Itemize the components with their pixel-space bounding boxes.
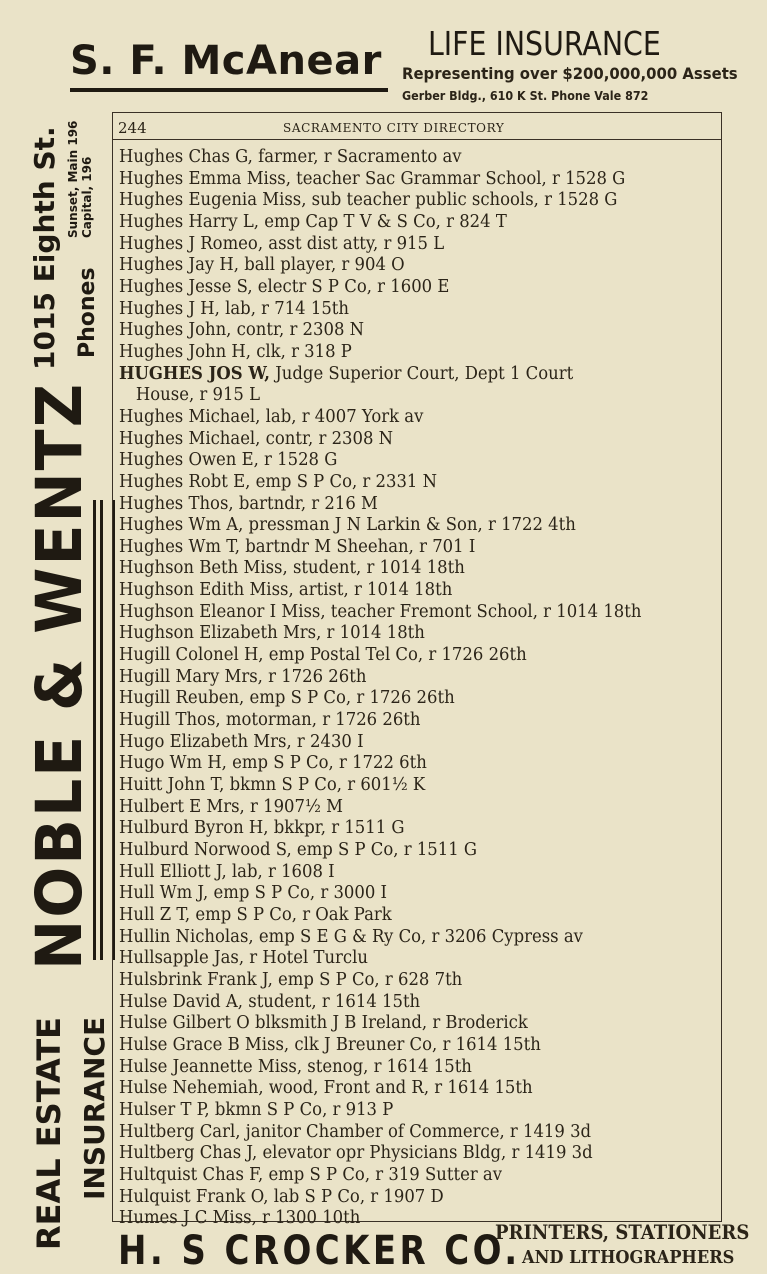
- directory-entry: Hughes Michael, lab, r 4007 York av: [119, 406, 424, 427]
- directory-entry: Hugill Thos, motorman, r 1726 26th: [119, 710, 421, 731]
- directory-entry: Hultquist Chas F, emp S P Co, r 319 Sutter av: [119, 1164, 503, 1185]
- directory-entry: Hulsbrink Frank J, emp S P Co, r 628 7th: [119, 969, 463, 990]
- directory-entry: Hulse David A, student, r 1614 15th: [119, 991, 421, 1012]
- directory-entry: Hulbert E Mrs, r 1907½ M: [119, 796, 343, 817]
- directory-entry: Hughes Wm A, pressman J N Larkin & Son, r 1722 4th: [119, 515, 576, 536]
- directory-entry: Hughes Robt E, emp S P Co, r 2331 N: [119, 471, 438, 492]
- advertiser-name: S. F. McAnear: [70, 38, 382, 84]
- directory-entry: Hughes Michael, contr, r 2308 N: [119, 428, 394, 449]
- directory-entry: Hulse Grace B Miss, clk J Breuner Co, r 1614 15th: [119, 1034, 541, 1055]
- left-ad-phone-numbers: [66, 121, 94, 238]
- directory-entry: Hughes Thos, bartndr, r 216 M: [119, 493, 378, 514]
- directory-entry: Hughes Chas G, farmer, r Sacramento av: [119, 147, 462, 167]
- top-advertisement: [0, 0, 767, 112]
- left-ad-real-estate: REAL ESTATE: [30, 1016, 68, 1250]
- directory-entry: Hughes John, contr, r 2308 N: [119, 320, 365, 341]
- directory-entry: Hughes Eugenia Miss, sub teacher public schools, r 1528 G: [119, 190, 618, 211]
- left-ad-phones-label: Phones: [75, 267, 100, 358]
- phone-capital: Capital, 196: [80, 156, 94, 238]
- advertiser-underline: [70, 88, 388, 92]
- directory-entry: Hulse Gilbert O blksmith J B Ireland, r Broderick: [119, 1013, 528, 1034]
- directory-entry: Hull Z T, emp S P Co, r Oak Park: [119, 904, 392, 925]
- directory-entry: Hulburd Norwood S, emp S P Co, r 1511 G: [119, 840, 478, 860]
- page-header: [113, 113, 721, 140]
- bottom-ad-tagline-1: PRINTERS, STATIONERS: [495, 1220, 750, 1244]
- directory-entry: Hughes J Romeo, asst dist atty, r 915 L: [119, 233, 445, 254]
- directory-entry-bold: [119, 364, 683, 386]
- directory-entry: Hultberg Carl, janitor Chamber of Commerce, r 1419 3d: [119, 1121, 592, 1142]
- directory-entry: Hughson Beth Miss, student, r 1014 18th: [119, 558, 465, 579]
- directory-entry: Hughson Eleanor I Miss, teacher Fremont School, r 1014 18th: [119, 601, 642, 622]
- directory-entry: Hulse Nehemiah, wood, Front and R, r 1614 15th: [119, 1078, 533, 1099]
- directory-entry: Hughes Harry L, emp Cap T V & S Co, r 824 T: [119, 211, 507, 232]
- directory-entry: Hughes John H, clk, r 318 P: [119, 341, 352, 362]
- directory-entry: Hull Elliott J, lab, r 1608 I: [119, 861, 335, 882]
- directory-entry: Hugo Wm H, emp S P Co, r 1722 6th: [119, 753, 427, 774]
- directory-entry-continuation: [119, 385, 683, 407]
- directory-entry: Hugill Mary Mrs, r 1726 26th: [119, 666, 367, 687]
- page-title: SACRAMENTO CITY DIRECTORY: [283, 121, 505, 135]
- directory-entry: Hultberg Chas J, elevator opr Physicians Bldg, r 1419 3d: [119, 1143, 593, 1164]
- directory-entry: Hull Wm J, emp S P Co, r 3000 I: [119, 883, 388, 904]
- bold-entry-name: HUGHES JOS W,: [119, 363, 270, 384]
- bottom-advertisement: [0, 1220, 767, 1273]
- directory-entry: Humes J C Miss, r 1300 10th: [119, 1208, 361, 1229]
- page-number: 244: [118, 119, 147, 137]
- directory-entry: Hughes Emma Miss, teacher Sac Grammar School, r 1528 G: [119, 168, 626, 189]
- left-ad-address: 1015 Eighth St.: [28, 126, 61, 370]
- directory-entry: Hughes J H, lab, r 714 15th: [119, 298, 350, 319]
- directory-entry: Hulquist Frank O, lab S P Co, r 1907 D: [119, 1186, 444, 1207]
- bold-entry-continuation: House, r 915 L: [135, 385, 261, 406]
- directory-entry: Hulburd Byron H, bkkpr, r 1511 G: [119, 818, 405, 839]
- bottom-ad-tagline-2: AND LITHOGRAPHERS: [522, 1247, 735, 1268]
- directory-entry: Hughson Elizabeth Mrs, r 1014 18th: [119, 623, 425, 644]
- directory-entry: Hullin Nicholas, emp S E G & Ry Co, r 3206 Cypress av: [119, 926, 583, 947]
- directory-entry: Hugo Elizabeth Mrs, r 2430 I: [119, 731, 364, 752]
- advertiser-assets: Representing over $200,000,000 Assets: [402, 64, 738, 83]
- left-ad-insurance: INSURANCE: [78, 1016, 111, 1200]
- advertiser-address: Gerber Bldg., 610 K St. Phone Vale 872: [402, 89, 649, 103]
- directory-entry: Hugill Reuben, emp S P Co, r 1726 26th: [119, 688, 455, 709]
- directory-entry: Hulser T P, bkmn S P Co, r 913 P: [119, 1099, 394, 1120]
- directory-entry: Hullsapple Jas, r Hotel Turclu: [119, 948, 368, 969]
- directory-entry: Hughes Jesse S, electr S P Co, r 1600 E: [119, 276, 450, 297]
- bottom-ad-company: H. S CROCKER CO.: [118, 1228, 521, 1274]
- directory-entry: Huitt John T, bkmn S P Co, r 601½ K: [119, 775, 426, 796]
- directory-entry: Hughes Owen E, r 1528 G: [119, 450, 338, 471]
- bold-entry-text: Judge Superior Court, Dept 1 Court: [269, 363, 574, 384]
- directory-entry: Hughson Edith Miss, artist, r 1014 18th: [119, 580, 453, 601]
- directory-entry: Hughes Wm T, bartndr M Sheehan, r 701 I: [119, 536, 476, 557]
- directory-page: [112, 112, 722, 1229]
- directory-entry: Hughes Jay H, ball player, r 904 O: [119, 255, 405, 276]
- advertiser-title: LIFE INSURANCE: [428, 24, 661, 63]
- directory-entries: [119, 147, 719, 1230]
- directory-entry: Hulse Jeannette Miss, stenog, r 1614 15th: [119, 1056, 472, 1077]
- left-ad-company: NOBLE & WENTZ: [23, 381, 97, 970]
- phone-sunset: Sunset, Main 196: [66, 120, 80, 238]
- directory-entry: Hugill Colonel H, emp Postal Tel Co, r 1726 26th: [119, 645, 527, 666]
- left-advertisement: [0, 110, 112, 1273]
